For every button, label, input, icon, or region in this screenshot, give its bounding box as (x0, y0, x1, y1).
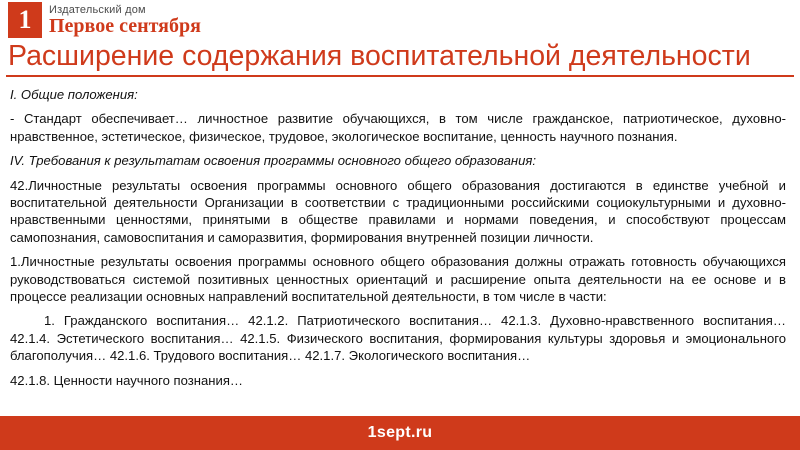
section-1-heading: I. Общие положения: (10, 87, 138, 102)
brand-header (0, 0, 800, 40)
publisher-name: Первое сентября (49, 14, 201, 37)
footer-site-label: 1sept.ru (367, 424, 433, 441)
paragraph-42: 42.Личностные результаты освоения программы основного общего образования достигаются в единстве учебной и воспитательной деятельности Организации в соответствии с традиционными российскими социокультурными и духовно-нравственными ценностями, принятыми в обществе правилами и нормами поведения, и способствуют процессам самопознания, самовоспитания и саморазвития, формирования внутренней позиции личности. (10, 177, 786, 245)
paragraph-list: 1. Гражданского воспитания… 42.1.2. Патриотического воспитания… 42.1.3. Духовно-нравственного воспитания… 42.1.4. Эстетического воспитания… 42.1.5. Физического воспитания, формирования культуры здоровья и эмоционального благополучия… 42.1.6. Трудового воспитания… 42.1.7. Экологического воспитания… (10, 313, 786, 364)
logo-number: 1 (18, 5, 32, 34)
logo-text (49, 4, 201, 37)
title-block (0, 40, 800, 72)
paragraph-standard: - Стандарт обеспечивает… личностное развитие обучающихся, в том числе гражданское, патриотическое, духовно-нравственное, эстетическое, физическое, трудовое, экологическое воспитание, ценность научного познания. (10, 111, 786, 144)
logo-icon (8, 2, 42, 38)
paragraph-4218: 42.1.8. Ценности научного познания… (10, 372, 244, 388)
section-4-heading: IV. Требования к результатам освоения программы основного общего образования: (10, 153, 536, 169)
page-title: Расширение содержания воспитательной деятельности (8, 40, 751, 72)
slide-body (0, 77, 800, 389)
publisher-label: Издательский дом (49, 3, 146, 16)
footer-bar (0, 416, 800, 450)
paragraph-1: 1.Личностные результаты освоения программы основного общего образования должны отражать готовность обучающихся руководствоваться системой позитивных ценностных ориентаций и расширение опыта деятельности на ее основе и в процессе реализации основных направлений воспитательной деятельности, в том числе в части: (10, 254, 786, 305)
